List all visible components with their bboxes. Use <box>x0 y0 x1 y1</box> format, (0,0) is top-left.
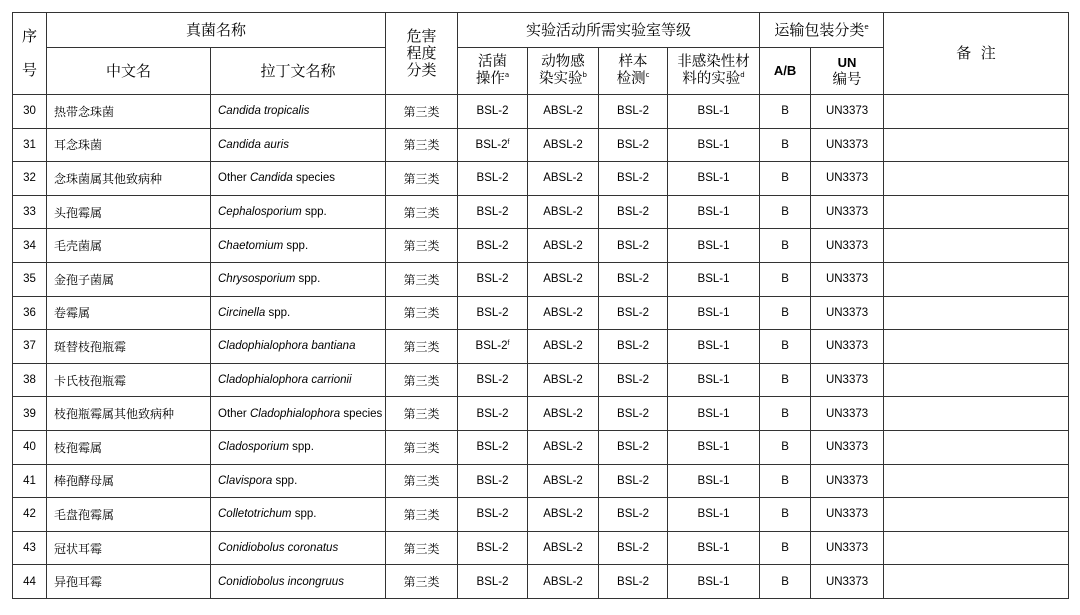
hazard-class-header: 危害 程度 分类 <box>386 13 458 95</box>
un-number: UN3373 <box>811 565 884 599</box>
row-number: 37 <box>13 330 47 364</box>
latin-name: Candida tropicalis <box>211 95 386 129</box>
latin-name: Cladosporium spp. <box>211 430 386 464</box>
chinese-name: 金孢子菌属 <box>47 262 211 296</box>
table-row <box>13 296 1069 330</box>
row-number: 43 <box>13 531 47 565</box>
table-row <box>13 430 1069 464</box>
sample-level: BSL-2 <box>599 464 668 498</box>
ab-header: A/B <box>760 48 811 95</box>
row-number: 30 <box>13 95 47 129</box>
chinese-name: 棒孢酵母属 <box>47 464 211 498</box>
row-number: 39 <box>13 397 47 431</box>
chinese-name: 卷霉属 <box>47 296 211 330</box>
noninfect-level: BSL-1 <box>668 95 760 129</box>
latin-name: Chrysosporium spp. <box>211 262 386 296</box>
sample-header: 样本 检测$^c$ <box>599 48 668 95</box>
remarks-cell <box>884 296 1069 330</box>
table-row <box>13 363 1069 397</box>
remarks-cell <box>884 430 1069 464</box>
live-op-level: BSL-2 <box>458 464 528 498</box>
row-number: 35 <box>13 262 47 296</box>
package-class: B <box>760 363 811 397</box>
latin-name: Candida auris <box>211 128 386 162</box>
noninfect-level: BSL-1 <box>668 363 760 397</box>
package-class: B <box>760 128 811 162</box>
fungus-table-container <box>12 12 1069 599</box>
remarks-cell <box>884 363 1069 397</box>
sample-level: BSL-2 <box>599 262 668 296</box>
latin-name: Colletotrichum spp. <box>211 498 386 532</box>
hazard-class: 第三类 <box>386 498 458 532</box>
table-row <box>13 565 1069 599</box>
latin-name: Conidiobolus incongruus <box>211 565 386 599</box>
chinese-name: 枝孢瓶霉属其他致病种 <box>47 397 211 431</box>
latin-name: Cladophialophora carrionii <box>211 363 386 397</box>
un-number: UN3373 <box>811 498 884 532</box>
row-number: 33 <box>13 195 47 229</box>
remarks-cell <box>884 330 1069 364</box>
animal-level: ABSL-2 <box>528 531 599 565</box>
chinese-name: 热带念珠菌 <box>47 95 211 129</box>
hazard-class: 第三类 <box>386 531 458 565</box>
animal-level: ABSL-2 <box>528 498 599 532</box>
hazard-class: 第三类 <box>386 128 458 162</box>
chinese-name: 毛盘孢霉属 <box>47 498 211 532</box>
chinese-name: 冠状耳霉 <box>47 531 211 565</box>
row-number: 36 <box>13 296 47 330</box>
un-number: UN3373 <box>811 531 884 565</box>
sample-level: BSL-2 <box>599 330 668 364</box>
un-number: UN3373 <box>811 162 884 196</box>
un-header: UN 编号 <box>811 48 884 95</box>
un-number: UN3373 <box>811 464 884 498</box>
hazard-class: 第三类 <box>386 195 458 229</box>
chinese-name: 枝孢霉属 <box>47 430 211 464</box>
table-row <box>13 330 1069 364</box>
noninfect-level: BSL-1 <box>668 430 760 464</box>
remarks-cell <box>884 229 1069 263</box>
un-number: UN3373 <box>811 397 884 431</box>
row-number: 40 <box>13 430 47 464</box>
row-number: 32 <box>13 162 47 196</box>
live-op-level: BSL-2 <box>458 229 528 263</box>
package-class: B <box>760 195 811 229</box>
package-class: B <box>760 464 811 498</box>
noninfect-level: BSL-1 <box>668 498 760 532</box>
noninfect-level: BSL-1 <box>668 397 760 431</box>
live-op-header: 活菌 操作$^a$ <box>458 48 528 95</box>
lab-level-header: 实验活动所需实验室等级 <box>458 13 760 48</box>
package-class: B <box>760 95 811 129</box>
animal-level: ABSL-2 <box>528 397 599 431</box>
animal-level: ABSL-2 <box>528 229 599 263</box>
live-op-level: BSL-2 <box>458 262 528 296</box>
package-class: B <box>760 531 811 565</box>
table-row <box>13 397 1069 431</box>
animal-level: ABSL-2 <box>528 430 599 464</box>
remarks-header: 备 注 <box>884 13 1069 95</box>
live-op-level: BSL-2 <box>458 531 528 565</box>
package-class: B <box>760 397 811 431</box>
animal-level: ABSL-2 <box>528 464 599 498</box>
row-number: 31 <box>13 128 47 162</box>
noninfect-level: BSL-1 <box>668 296 760 330</box>
package-class: B <box>760 229 811 263</box>
hazard-class: 第三类 <box>386 162 458 196</box>
noninfect-level: BSL-1 <box>668 464 760 498</box>
noninfect-level: BSL-1 <box>668 330 760 364</box>
un-number: UN3373 <box>811 363 884 397</box>
live-op-level: BSL-2 <box>458 95 528 129</box>
hazard-class: 第三类 <box>386 296 458 330</box>
noninfect-level: BSL-1 <box>668 262 760 296</box>
remarks-cell <box>884 565 1069 599</box>
animal-level: ABSL-2 <box>528 296 599 330</box>
fungus-name-header: 真菌名称 <box>47 13 386 48</box>
package-class: B <box>760 498 811 532</box>
animal-level: ABSL-2 <box>528 195 599 229</box>
live-op-level: BSL-2 <box>458 195 528 229</box>
live-op-level: BSL-2 <box>458 162 528 196</box>
live-op-level: BSL-2 <box>458 296 528 330</box>
sample-level: BSL-2 <box>599 397 668 431</box>
chinese-name: 斑替枝孢瓶霉 <box>47 330 211 364</box>
live-op-level: BSL-2 <box>458 565 528 599</box>
latin-name: Circinella spp. <box>211 296 386 330</box>
sample-level: BSL-2 <box>599 498 668 532</box>
live-op-level: BSL-2 <box>458 498 528 532</box>
row-number: 44 <box>13 565 47 599</box>
row-number: 38 <box>13 363 47 397</box>
package-class: B <box>760 162 811 196</box>
hazard-class: 第三类 <box>386 430 458 464</box>
un-number: UN3373 <box>811 128 884 162</box>
chinese-name: 耳念珠菌 <box>47 128 211 162</box>
animal-level: ABSL-2 <box>528 565 599 599</box>
animal-level: ABSL-2 <box>528 363 599 397</box>
chinese-name: 毛壳菌属 <box>47 229 211 263</box>
table-row <box>13 162 1069 196</box>
live-op-level: BSL-2 <box>458 363 528 397</box>
noninfect-header: 非感染性材 料的实验$^d$ <box>668 48 760 95</box>
latin-name: Other Cladophialophora species <box>211 397 386 431</box>
noninfect-level: BSL-1 <box>668 565 760 599</box>
hazard-class: 第三类 <box>386 363 458 397</box>
row-number: 42 <box>13 498 47 532</box>
package-class: B <box>760 296 811 330</box>
remarks-cell <box>884 531 1069 565</box>
hazard-class: 第三类 <box>386 397 458 431</box>
latin-name-header: 拉丁文名称 <box>211 48 386 95</box>
remarks-cell <box>884 195 1069 229</box>
table-row <box>13 464 1069 498</box>
hazard-class: 第三类 <box>386 565 458 599</box>
remarks-cell <box>884 95 1069 129</box>
animal-level: ABSL-2 <box>528 128 599 162</box>
noninfect-level: BSL-1 <box>668 531 760 565</box>
remarks-cell <box>884 162 1069 196</box>
remarks-cell <box>884 464 1069 498</box>
table-row <box>13 229 1069 263</box>
live-op-level: BSL-2 <box>458 430 528 464</box>
sample-level: BSL-2 <box>599 128 668 162</box>
chinese-name: 头孢霉属 <box>47 195 211 229</box>
chinese-name-header: 中文名 <box>47 48 211 95</box>
hazard-class: 第三类 <box>386 330 458 364</box>
hazard-class: 第三类 <box>386 95 458 129</box>
sample-level: BSL-2 <box>599 229 668 263</box>
un-number: UN3373 <box>811 430 884 464</box>
un-number: UN3373 <box>811 195 884 229</box>
hazard-class: 第三类 <box>386 229 458 263</box>
package-class: B <box>760 330 811 364</box>
sample-level: BSL-2 <box>599 95 668 129</box>
un-number: UN3373 <box>811 95 884 129</box>
animal-level: ABSL-2 <box>528 162 599 196</box>
latin-name: Chaetomium spp. <box>211 229 386 263</box>
live-op-level: BSL-2$^f$ <box>458 330 528 364</box>
noninfect-level: BSL-1 <box>668 229 760 263</box>
noninfect-level: BSL-1 <box>668 128 760 162</box>
hazard-class: 第三类 <box>386 464 458 498</box>
sample-level: BSL-2 <box>599 162 668 196</box>
live-op-level: BSL-2 <box>458 397 528 431</box>
table-row <box>13 262 1069 296</box>
table-row <box>13 128 1069 162</box>
hazard-class: 第三类 <box>386 262 458 296</box>
latin-name: Other Candida species <box>211 162 386 196</box>
package-class: B <box>760 430 811 464</box>
un-number: UN3373 <box>811 330 884 364</box>
noninfect-level: BSL-1 <box>668 195 760 229</box>
animal-level: ABSL-2 <box>528 330 599 364</box>
package-class: B <box>760 565 811 599</box>
noninfect-level: BSL-1 <box>668 162 760 196</box>
sample-level: BSL-2 <box>599 531 668 565</box>
seq-header: 序 号 <box>13 13 47 95</box>
remarks-cell <box>884 498 1069 532</box>
table-row <box>13 498 1069 532</box>
sample-level: BSL-2 <box>599 430 668 464</box>
sample-level: BSL-2 <box>599 195 668 229</box>
animal-level: ABSL-2 <box>528 95 599 129</box>
sample-level: BSL-2 <box>599 296 668 330</box>
un-number: UN3373 <box>811 296 884 330</box>
fungus-classification-table <box>12 12 1069 599</box>
chinese-name: 卡氏枝孢瓶霉 <box>47 363 211 397</box>
latin-name: Conidiobolus coronatus <box>211 531 386 565</box>
table-body <box>13 95 1069 599</box>
row-number: 41 <box>13 464 47 498</box>
table-row <box>13 531 1069 565</box>
latin-name: Clavispora spp. <box>211 464 386 498</box>
remarks-cell <box>884 397 1069 431</box>
latin-name: Cephalosporium spp. <box>211 195 386 229</box>
un-number: UN3373 <box>811 262 884 296</box>
un-number: UN3373 <box>811 229 884 263</box>
sample-level: BSL-2 <box>599 363 668 397</box>
chinese-name: 念珠菌属其他致病种 <box>47 162 211 196</box>
row-number: 34 <box>13 229 47 263</box>
animal-header: 动物感 染实验$^b$ <box>528 48 599 95</box>
animal-level: ABSL-2 <box>528 262 599 296</box>
table-row <box>13 95 1069 129</box>
live-op-level: BSL-2$^f$ <box>458 128 528 162</box>
remarks-cell <box>884 262 1069 296</box>
chinese-name: 异孢耳霉 <box>47 565 211 599</box>
remarks-cell <box>884 128 1069 162</box>
sample-level: BSL-2 <box>599 565 668 599</box>
transport-header: 运输包装分类$^e$ <box>760 13 884 48</box>
table-row <box>13 195 1069 229</box>
package-class: B <box>760 262 811 296</box>
latin-name: Cladophialophora bantiana <box>211 330 386 364</box>
